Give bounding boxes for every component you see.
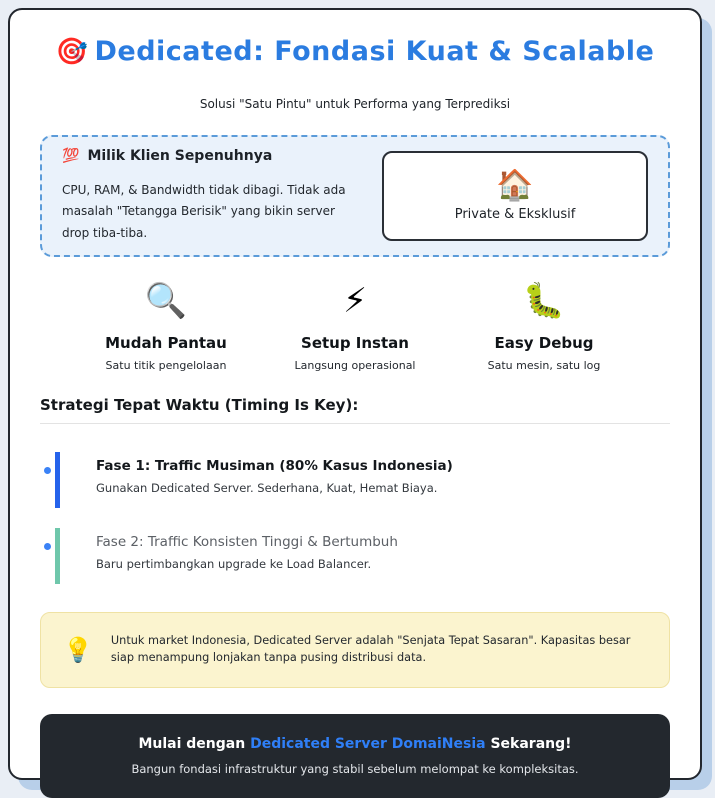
- feature-mudah-pantau: [76, 283, 256, 372]
- cta-prefix: Mulai dengan: [138, 736, 251, 753]
- lightning-icon: ⚡: [343, 281, 367, 321]
- ownership-heading-text: Milik Klien Sepenuhnya: [87, 147, 273, 164]
- feature-title: Mudah Pantau: [105, 334, 227, 353]
- lightbulb-icon: 💡: [63, 636, 93, 665]
- page-subtitle: Solusi "Satu Pintu" untuk Performa yang Terprediksi: [199, 97, 511, 111]
- bullet-dot-icon: [44, 543, 51, 550]
- page-title: [40, 36, 670, 67]
- cta-suffix: Sekarang!: [485, 736, 572, 753]
- feature-row: [40, 283, 670, 372]
- strategy-timeline: [40, 458, 670, 584]
- cta-footer: [40, 714, 670, 798]
- phase-1-desc: Gunakan Dedicated Server. Sederhana, Kuat, Hemat Biaya.: [96, 481, 438, 496]
- phase-2-text: [96, 534, 398, 571]
- phase-2-title: Fase 2: Traffic Konsisten Tinggi & Bertumbuh: [96, 534, 398, 551]
- phase-2-item: [44, 534, 670, 584]
- feature-subtitle: Satu mesin, satu log: [487, 359, 601, 373]
- phase-1-item: [44, 458, 670, 508]
- house-icon: 🏠: [496, 167, 534, 203]
- feature-subtitle: Satu titik pengelolaan: [105, 359, 227, 373]
- ownership-box: [40, 135, 670, 257]
- cta-headline: [60, 736, 650, 752]
- private-exclusive-card: [382, 151, 648, 241]
- tip-text: Untuk market Indonesia, Dedicated Server adalah "Senjata Tepat Sasaran". Kapasitas besar siap menampung lonjakan tanpa pusing distribusi data.: [110, 634, 631, 665]
- page-title-text: Dedicated: Fondasi Kuat & Scalable: [94, 36, 655, 67]
- bullet-dot-icon: [44, 467, 51, 474]
- ownership-body: CPU, RAM, & Bandwidth tidak dibagi. Tidak ada masalah "Tetangga Berisik" yang bikin server drop tiba-tiba.: [62, 182, 346, 240]
- feature-easy-debug: [454, 283, 634, 372]
- phase-1-title: Fase 1: Traffic Musiman (80% Kasus Indonesia): [96, 458, 453, 475]
- ownership-text-block: [62, 148, 358, 245]
- phase-2-accent-bar: [55, 528, 60, 584]
- magnifier-icon: 🔍: [144, 281, 188, 321]
- feature-title: Easy Debug: [494, 334, 594, 353]
- cta-product-link[interactable]: Dedicated Server DomaiNesia: [250, 736, 486, 753]
- private-exclusive-label: Private & Eksklusif: [454, 206, 576, 222]
- infographic-card: [8, 8, 702, 780]
- bug-icon: 🐛: [522, 281, 566, 321]
- feature-setup-instan: [265, 283, 445, 372]
- target-icon: 🎯: [55, 37, 89, 67]
- feature-subtitle: Langsung operasional: [294, 359, 416, 373]
- cta-subtext: Bangun fondasi infrastruktur yang stabil sebelum melompat ke kompleksitas.: [131, 762, 579, 777]
- phase-1-accent-bar: [55, 452, 60, 508]
- phase-1-text: [96, 458, 453, 495]
- tip-box: [40, 612, 670, 688]
- feature-title: Setup Instan: [301, 334, 409, 353]
- ownership-heading: [62, 148, 358, 164]
- hundred-points-icon: 💯: [62, 147, 80, 164]
- phase-2-desc: Baru pertimbangkan upgrade ke Load Balancer.: [96, 557, 372, 572]
- strategy-section-heading: Strategi Tepat Waktu (Timing Is Key):: [40, 396, 670, 424]
